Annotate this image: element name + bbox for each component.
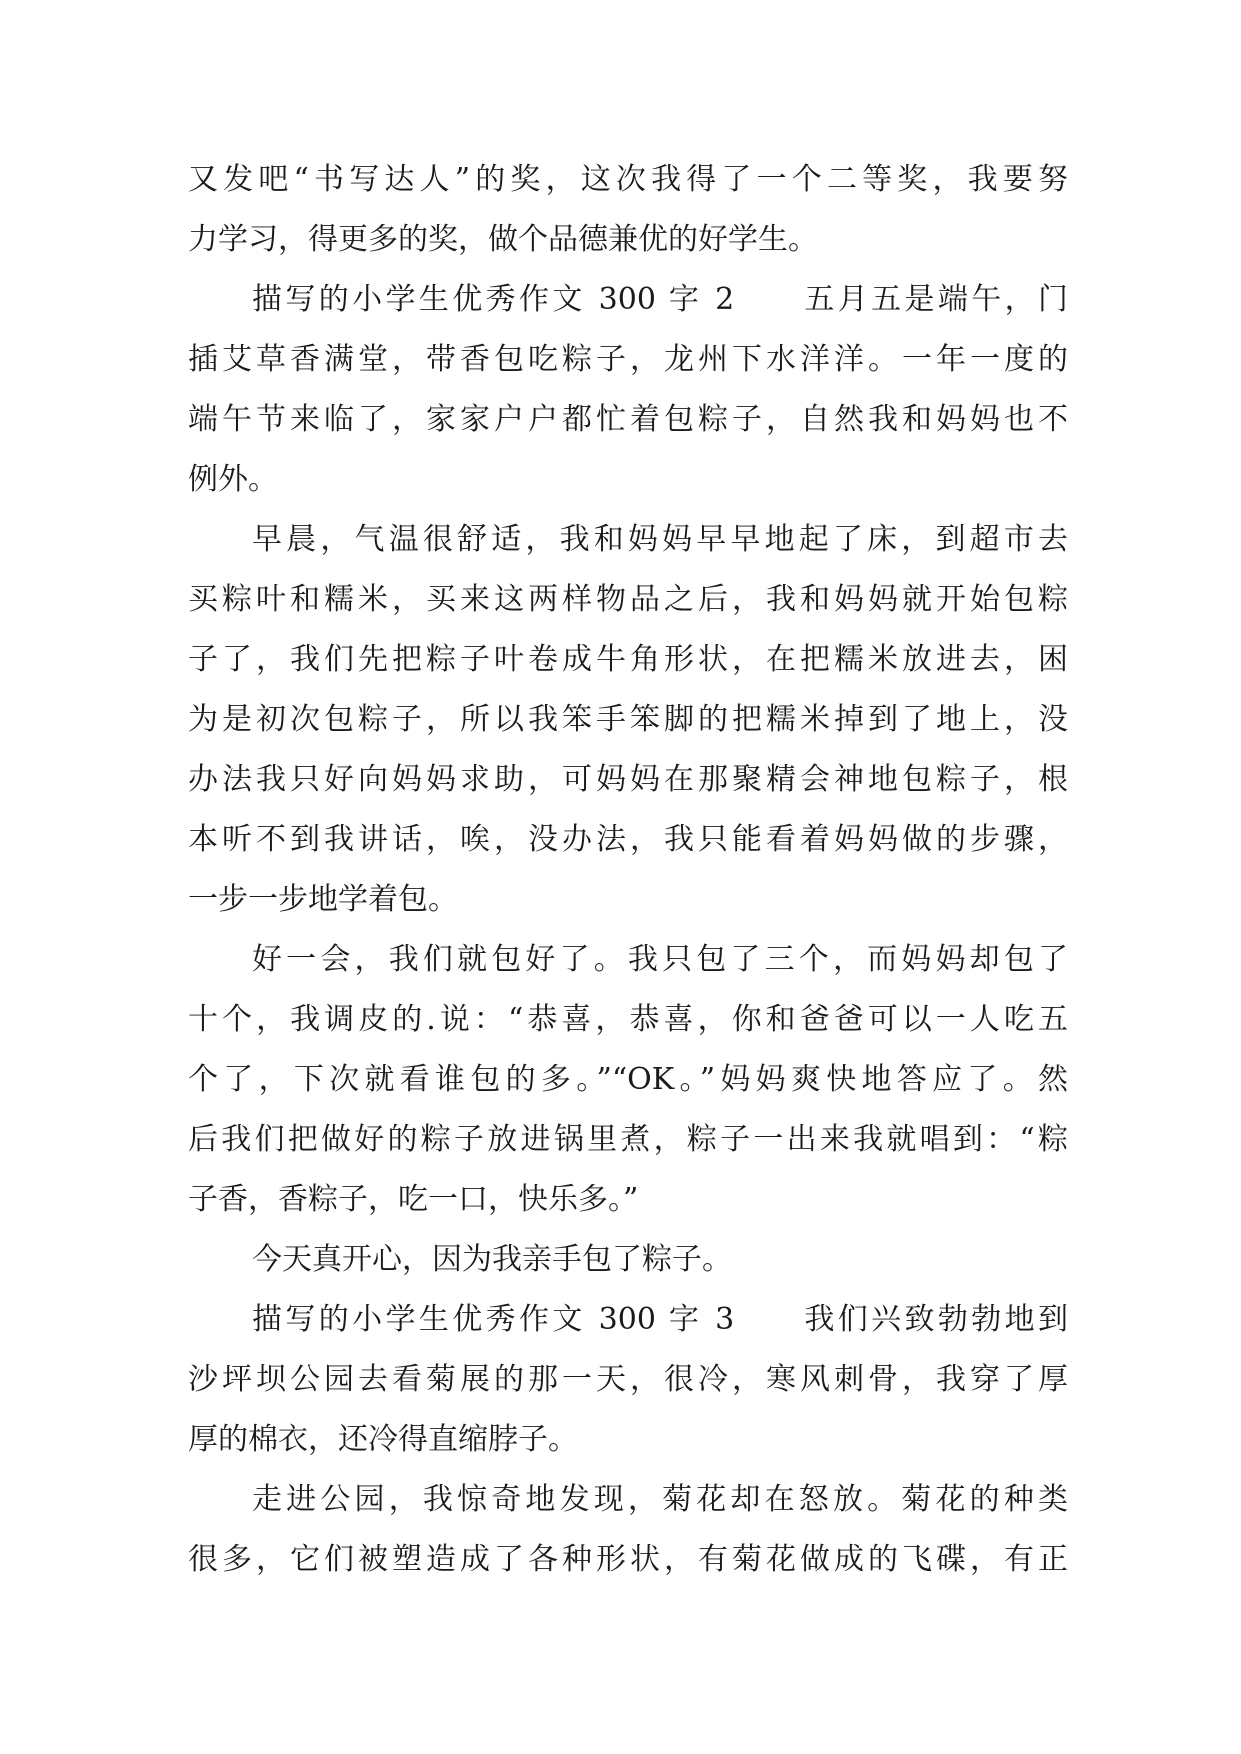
- text-line: 又发吧“书写达人”的奖，这次我得了一个二等奖，我要努: [188, 162, 1068, 197]
- text-line: 一步一步地学着包。: [188, 882, 458, 917]
- text-line: 子了，我们先把粽子叶卷成牛角形状，在把糯米放进去，困: [188, 642, 1068, 677]
- text-line: 早晨，气温很舒适，我和妈妈早早地起了床，到超市去: [252, 522, 1068, 557]
- text-line: 后我们把做好的粽子放进锅里煮，粽子一出来我就唱到：“粽: [188, 1122, 1068, 1157]
- text-line: 十个，我调皮的.说：“恭喜，恭喜，你和爸爸可以一人吃五: [188, 1002, 1068, 1037]
- text-line: 力学习，得更多的奖，做个品德兼优的好学生。: [188, 222, 818, 257]
- text-line: 端午节来临了，家家户户都忙着包粽子，自然我和妈妈也不: [188, 402, 1068, 437]
- text-line: 厚的棉衣，还冷得直缩脖子。: [188, 1422, 578, 1457]
- text-line: 好一会，我们就包好了。我只包了三个，而妈妈却包了: [252, 942, 1068, 977]
- text-line: 今天真开心，因为我亲手包了粽子。: [252, 1242, 732, 1277]
- text-line: 很多，它们被塑造成了各种形状，有菊花做成的飞碟，有正: [188, 1542, 1068, 1577]
- text-line: 买粽叶和糯米，买来这两样物品之后，我和妈妈就开始包粽: [188, 582, 1068, 617]
- text-line: 描写的小学生优秀作文 300 字 3 我们兴致勃勃地到: [252, 1302, 1068, 1337]
- text-line: 走进公园，我惊奇地发现，菊花却在怒放。菊花的种类: [252, 1482, 1068, 1517]
- body-text: [188, 150, 1068, 1590]
- text-line: 个了，下次就看谁包的多。”“OK。”妈妈爽快地答应了。然: [188, 1062, 1068, 1097]
- text-line: 子香，香粽子，吃一口，快乐多。”: [188, 1182, 639, 1217]
- text-line: 为是初次包粽子，所以我笨手笨脚的把糯米掉到了地上，没: [188, 702, 1068, 737]
- text-line: 本听不到我讲话，唉，没办法，我只能看着妈妈做的步骤，: [188, 822, 1068, 857]
- text-line: 插艾草香满堂，带香包吃粽子，龙州下水洋洋。一年一度的: [188, 342, 1068, 377]
- text-line: 例外。: [188, 462, 278, 497]
- text-line: 描写的小学生优秀作文 300 字 2 五月五是端午，门: [252, 282, 1068, 317]
- text-line: 办法我只好向妈妈求助，可妈妈在那聚精会神地包粽子，根: [188, 762, 1068, 797]
- text-line: 沙坪坝公园去看菊展的那一天，很冷，寒风刺骨，我穿了厚: [188, 1362, 1068, 1397]
